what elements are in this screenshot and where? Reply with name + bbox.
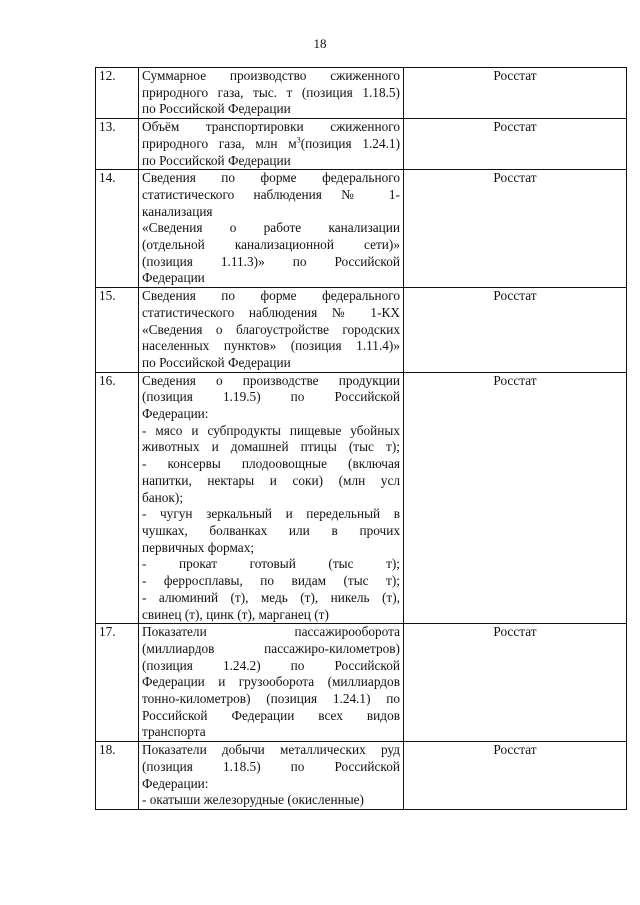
description-line: населенных пунктов» (позиция 1.11.4)» (142, 338, 400, 354)
table-row (96, 68, 627, 119)
description-line: первичных формах; (142, 539, 255, 555)
description-line: - ферросплавы, по видам (тыс т); (142, 573, 400, 589)
description-line: чушках, болванках или в прочих (142, 522, 400, 538)
description-line: Федерации и грузооборота (миллиардов (142, 674, 400, 690)
row-source: Росстат (404, 68, 627, 119)
row-source: Росстат (404, 742, 627, 810)
description-line: Федерации: (142, 775, 209, 791)
table-row (96, 170, 627, 288)
row-description (139, 742, 404, 810)
description-line: - окатыши железорудные (окисленные) (142, 792, 364, 808)
row-source: Росстат (404, 288, 627, 373)
description-line (142, 136, 400, 153)
description-line: статистического наблюдения № 1-КХ (142, 304, 400, 320)
description-line: напитки, нектары и соки) (млн усл (142, 472, 400, 488)
description-line: по Российской Федерации (142, 101, 291, 117)
description-line: - алюминий (т), медь (т), никель (т), (142, 589, 400, 605)
description-line: (отдельной канализационной сети)» (142, 237, 400, 253)
row-number: 17. (96, 624, 139, 742)
row-number: 14. (96, 170, 139, 288)
row-description (139, 288, 404, 373)
description-fragment: (позиция 1.24.1) (300, 135, 401, 151)
description-line: Сведения по форме федерального (142, 288, 400, 304)
description-line: Показатели добычи металлических руд (142, 742, 400, 758)
description-line: Федерации (142, 270, 205, 286)
row-description (139, 372, 404, 624)
superscript: 3 (296, 135, 301, 145)
description-line: - мясо и субпродукты пищевые убойных (142, 422, 400, 438)
table-row (96, 372, 627, 624)
description-line: Российской Федерации всех видов (142, 707, 400, 723)
description-line: тонно-километров) (позиция 1.24.1) по (142, 691, 400, 707)
row-source: Росстат (404, 119, 627, 170)
row-number: 15. (96, 288, 139, 373)
description-line: (позиция 1.19.5) по Российской (142, 389, 400, 405)
row-description (139, 170, 404, 288)
description-line: - прокат готовый (тыс т); (142, 556, 400, 572)
page-number: 18 (313, 36, 327, 51)
row-source: Росстат (404, 170, 627, 288)
row-number: 13. (96, 119, 139, 170)
description-line: Объём транспортировки сжиженного (142, 119, 400, 135)
description-line: по Российской Федерации (142, 354, 291, 370)
description-line: - консервы плодоовощные (включая (142, 456, 400, 472)
table-row (96, 624, 627, 742)
description-line: - чугун зеркальный и передельный в (142, 506, 400, 522)
description-line: Сведения о производстве продукции (142, 372, 400, 388)
row-number: 18. (96, 742, 139, 810)
description-line: природного газа, тыс. т (позиция 1.18.5) (142, 84, 400, 100)
row-number: 12. (96, 68, 139, 119)
description-line: (позиция 1.18.5) по Российской (142, 758, 400, 774)
table-row (96, 119, 627, 170)
table-row (96, 742, 627, 810)
row-source: Росстат (404, 624, 627, 742)
description-line: животных и домашней птицы (тыс т); (142, 439, 400, 455)
description-line: Суммарное производство сжиженного (142, 68, 400, 83)
description-line: по Российской Федерации (142, 152, 291, 168)
row-source: Росстат (404, 372, 627, 624)
description-line: Федерации: (142, 406, 209, 422)
indicator-table (95, 67, 627, 810)
description-line: банок); (142, 489, 184, 505)
table-row (96, 288, 627, 373)
description-line: (позиция 1.11.3)» по Российской (142, 253, 400, 269)
description-line: «Сведения о благоустройстве городских (142, 321, 400, 337)
row-description (139, 68, 404, 119)
description-line: свинец (т), цинк (т), марганец (т) (142, 606, 329, 622)
row-description (139, 624, 404, 742)
description-line: (миллиардов пассажиро-километров) (142, 640, 400, 656)
row-number: 16. (96, 372, 139, 624)
description-line: «Сведения о работе канализации (142, 220, 400, 236)
description-line: транспорта (142, 724, 206, 740)
row-description (139, 119, 404, 170)
description-line: канализация (142, 203, 213, 219)
description-line: статистического наблюдения № 1- (142, 186, 400, 202)
description-line: Показатели пассажирооборота (142, 624, 400, 640)
description-line: Сведения по форме федерального (142, 170, 400, 186)
description-line: (позиция 1.24.2) по Российской (142, 657, 400, 673)
description-fragment: природного газа, млн м (142, 135, 297, 151)
